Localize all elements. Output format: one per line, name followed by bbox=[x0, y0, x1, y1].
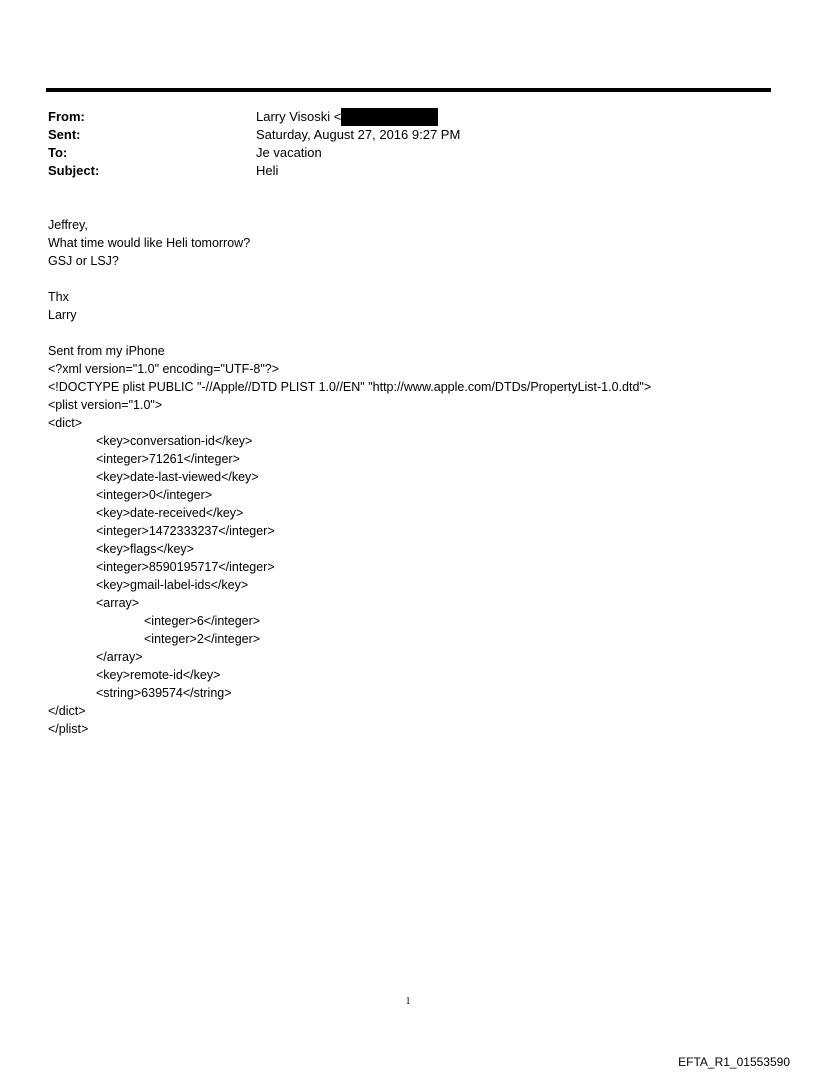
sent-from-line: Sent from my iPhone bbox=[48, 344, 165, 358]
plist-line: <key>flags</key> bbox=[96, 542, 194, 556]
plist-line: <array> bbox=[96, 596, 140, 610]
plist-line: <integer>6</integer> bbox=[144, 614, 261, 628]
blank-line bbox=[48, 270, 788, 288]
message-line: What time would like Heli tomorrow? bbox=[48, 236, 251, 250]
to-value: Je vacation bbox=[256, 145, 322, 160]
plist-line: </array> bbox=[96, 650, 143, 664]
redaction-block bbox=[341, 108, 438, 126]
blank-line bbox=[48, 324, 788, 342]
plist-line: </plist> bbox=[48, 722, 89, 736]
message-line: GSJ or LSJ? bbox=[48, 254, 119, 268]
plist-line: <integer>2</integer> bbox=[144, 632, 261, 646]
from-value bbox=[256, 108, 438, 126]
plist-line: <integer>0</integer> bbox=[96, 488, 213, 502]
plist-line: <!DOCTYPE plist PUBLIC "-//Apple//DTD PLIST 1.0//EN" "http://www.apple.com/DTDs/PropertyList-1.0.dtd"> bbox=[48, 380, 652, 394]
signature: Larry bbox=[48, 308, 77, 322]
page-number: 1 bbox=[405, 996, 411, 1007]
message-body bbox=[48, 216, 788, 738]
plist-line: <integer>8590195717</integer> bbox=[96, 560, 275, 574]
plist-line: <string>639574</string> bbox=[96, 686, 232, 700]
subject-label: Subject: bbox=[48, 163, 100, 178]
plist-line: <integer>71261</integer> bbox=[96, 452, 240, 466]
from-name: Larry Visoski < bbox=[256, 109, 342, 124]
from-label: From: bbox=[48, 109, 85, 124]
closing: Thx bbox=[48, 290, 69, 304]
plist-line: <key>conversation-id</key> bbox=[96, 434, 253, 448]
to-label: To: bbox=[48, 145, 68, 160]
greeting: Jeffrey, bbox=[48, 218, 88, 232]
subject-value: Heli bbox=[256, 163, 279, 178]
plist-line: <?xml version="1.0" encoding="UTF-8"?> bbox=[48, 362, 280, 376]
plist-line: <plist version="1.0"> bbox=[48, 398, 163, 412]
plist-line: <key>remote-id</key> bbox=[96, 668, 221, 682]
sent-label: Sent: bbox=[48, 127, 81, 142]
plist-line: </dict> bbox=[48, 704, 86, 718]
plist-line: <integer>1472333237</integer> bbox=[96, 524, 275, 538]
plist-line: <key>gmail-label-ids</key> bbox=[96, 578, 249, 592]
plist-line: <dict> bbox=[48, 416, 83, 430]
plist-line: <key>date-received</key> bbox=[96, 506, 244, 520]
header-rule bbox=[46, 88, 771, 92]
sent-value: Saturday, August 27, 2016 9:27 PM bbox=[256, 127, 461, 142]
plist-line: <key>date-last-viewed</key> bbox=[96, 470, 259, 484]
document-id: EFTA_R1_01553590 bbox=[678, 1055, 790, 1069]
